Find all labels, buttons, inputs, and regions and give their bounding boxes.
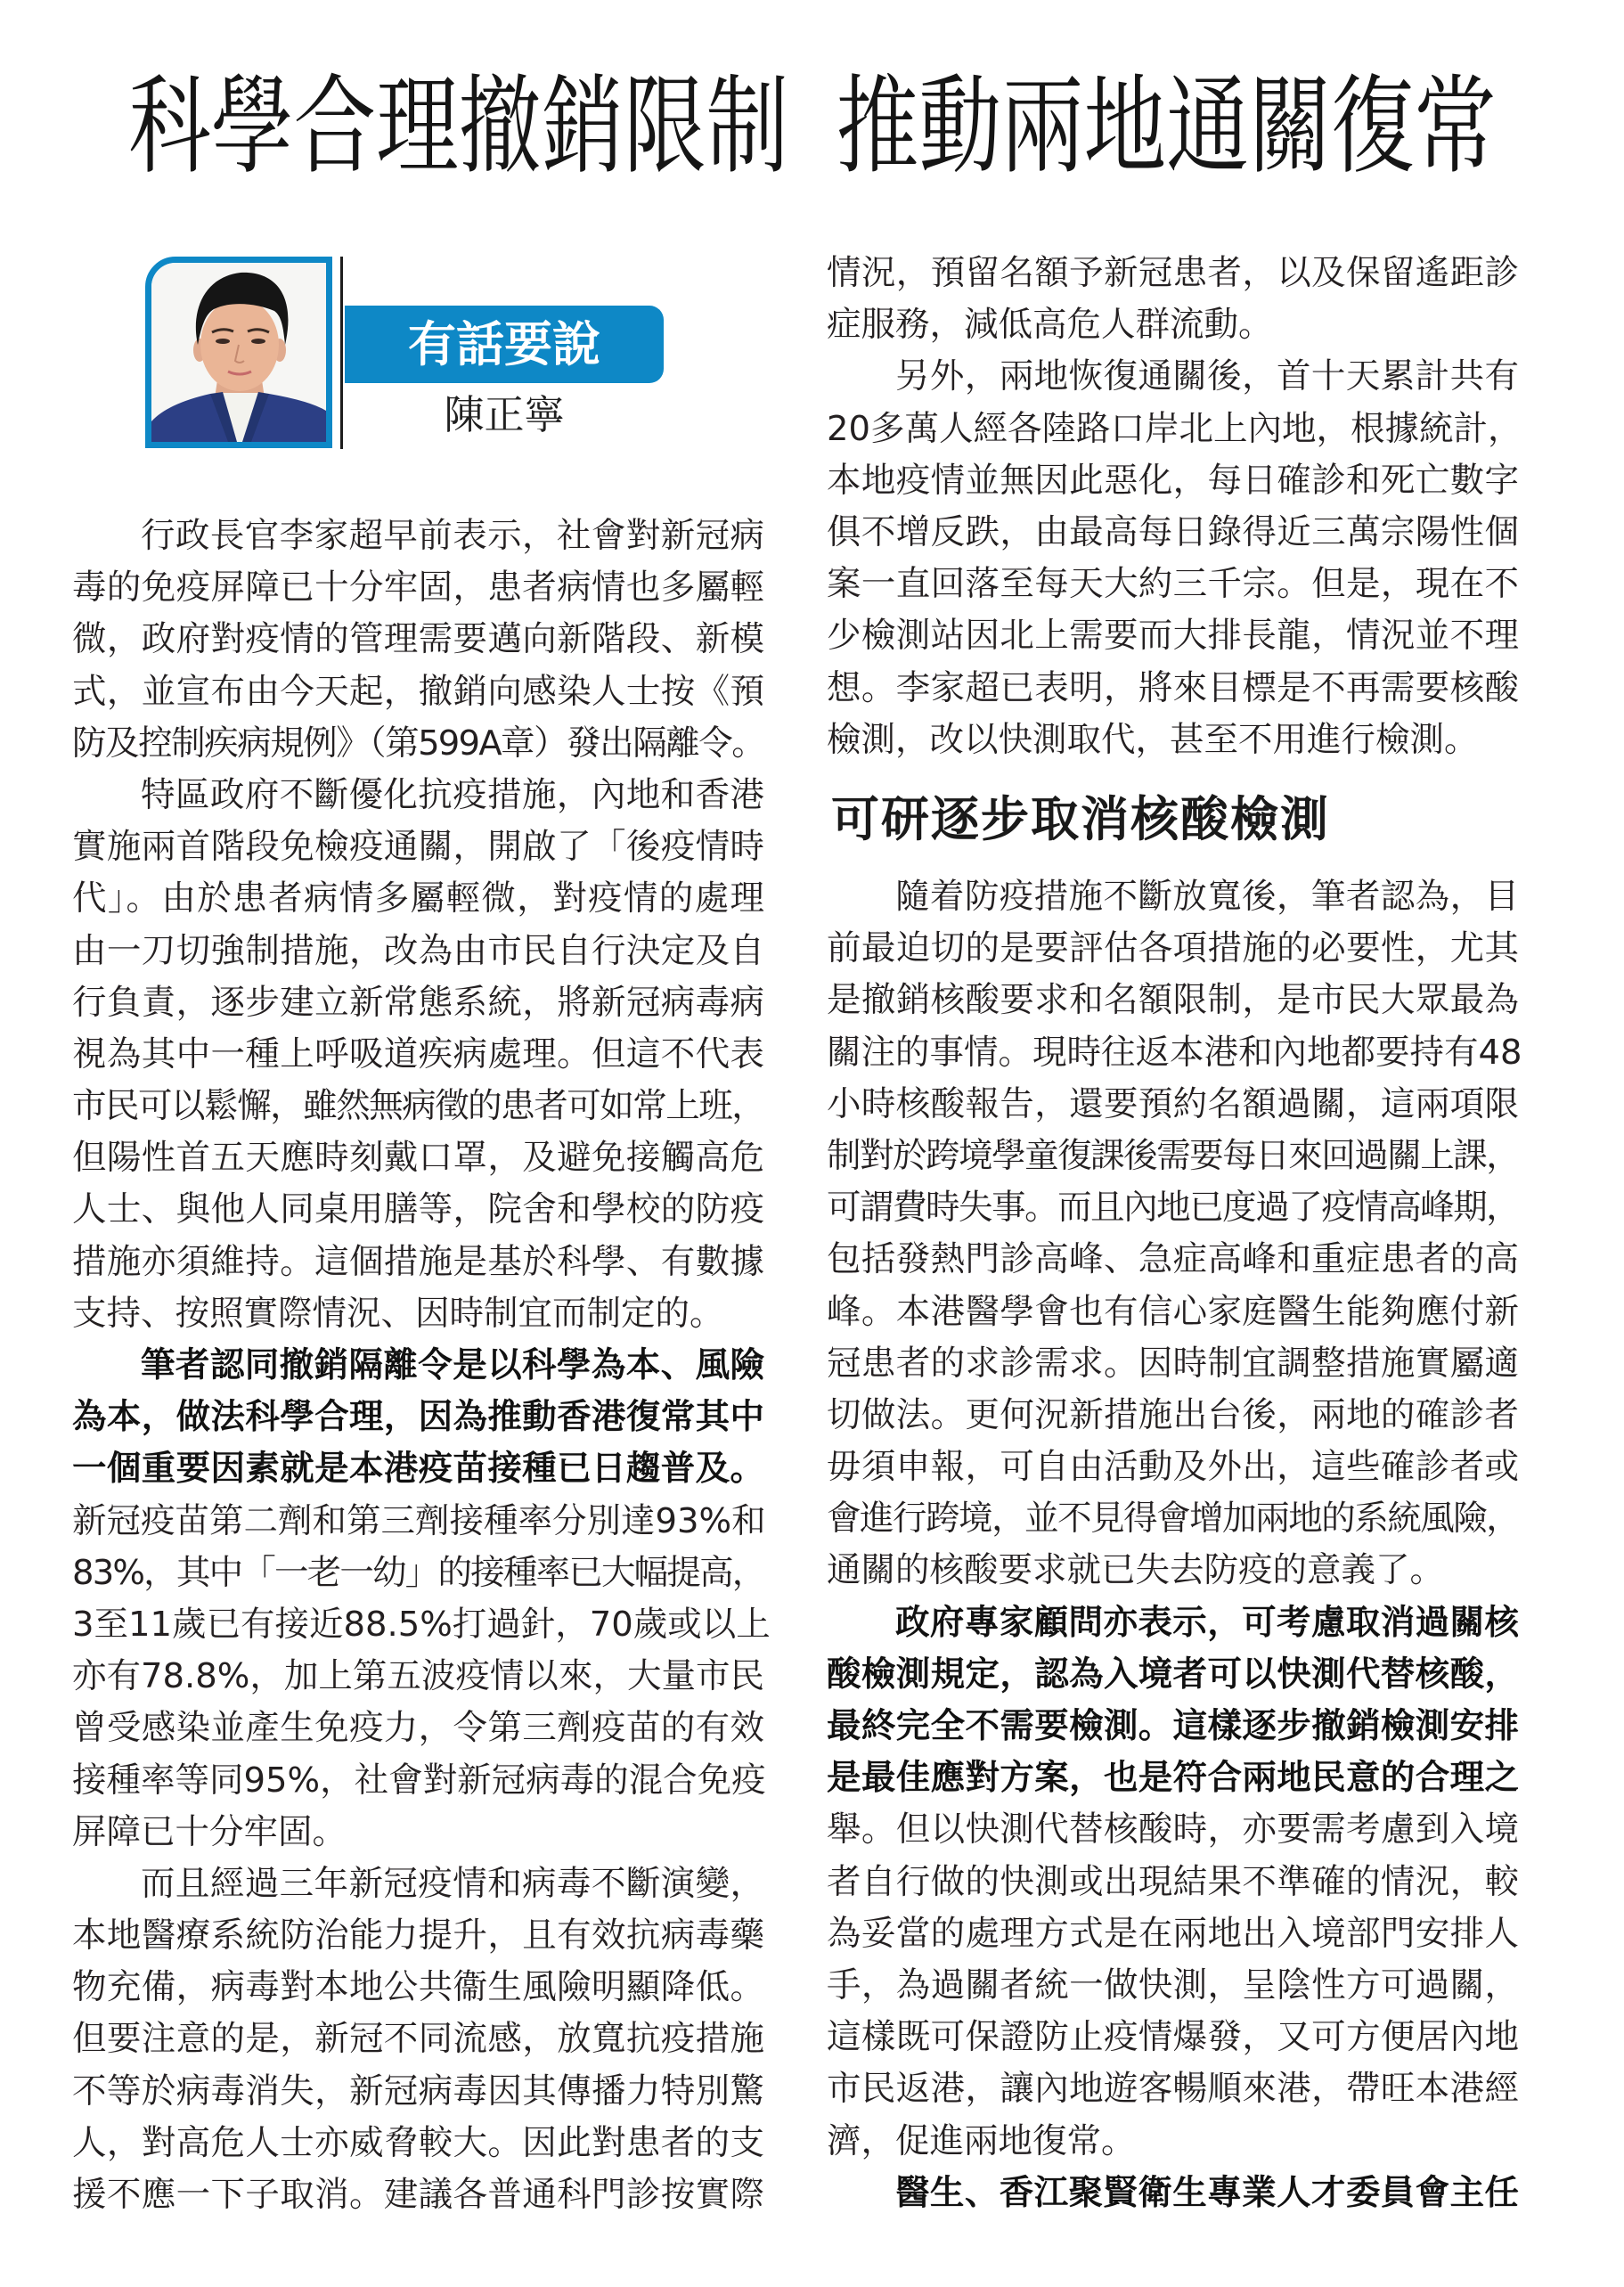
paragraph-start-line: 特區政府不斷優化抗疫措施，內地和香港 bbox=[141, 774, 764, 815]
article-line: 由一刀切強制措施，改為由市民自行決定及自 bbox=[72, 930, 764, 971]
article-line: 援不應一下子取消。建議各普通科門診按實際 bbox=[72, 2175, 764, 2215]
author-portrait-image bbox=[151, 263, 326, 442]
article-line: 可謂費時失事。而且內地已度過了疫情高峰期， bbox=[827, 1188, 1519, 1229]
article-line: 這樣既可保證防止疫情爆發，又可方便居內地 bbox=[827, 2017, 1519, 2058]
article-line: 式，並宣布由今天起，撤銷向感染人士按《預 bbox=[72, 671, 764, 712]
paragraph-start-line: 另外，兩地恢復通關後，首十天累計共有 bbox=[895, 356, 1519, 397]
article-line: 毒的免疫屏障已十分牢固，患者病情也多屬輕 bbox=[72, 568, 764, 609]
article-line: 83%，其中「一老一幼」的接種率已大幅提高， bbox=[72, 1552, 765, 1593]
article-line: 會進行跨境，並不見得會增加兩地的系統風險， bbox=[827, 1499, 1519, 1540]
paragraph-start-line: 隨着防疫措施不斷放寬後，筆者認為，目 bbox=[895, 877, 1519, 917]
article-line: 人，對高危人士亦威脅較大。因此對患者的支 bbox=[72, 2122, 764, 2163]
headline-part-1: 科學合理撤銷限制 bbox=[127, 65, 788, 189]
article-line: 切做法。更何況新措施出台後，兩地的確診者 bbox=[827, 1394, 1519, 1435]
paragraph-end-line: 濟，促進兩地復常。 bbox=[827, 2120, 1136, 2161]
column-badge: 有話要說 bbox=[345, 306, 664, 383]
article-line: 者自行做的快測或出現結果不準確的情況，較 bbox=[827, 1861, 1519, 1902]
emphasis-line: 一個重要因素就是本港疫苗接種已日趨普及。 bbox=[72, 1449, 764, 1490]
article-line: 曾受感染並產生免疫力，令第三劑疫苗的有效 bbox=[72, 1708, 764, 1749]
article-line: 冠患者的求診需求。因時制宜調整措施實屬適 bbox=[827, 1343, 1519, 1384]
article-line: 代」。由於患者病情多屬輕微，對疫情的處理 bbox=[72, 878, 764, 919]
article-line: 手，為過關者統一做快測，呈陰性方可過關， bbox=[827, 1964, 1519, 2005]
article-line: 關注的事情。現時往返本港和內地都要持有48 bbox=[827, 1032, 1522, 1073]
article-line: 實施兩首階段免檢疫通關，開啟了「後疫情時 bbox=[72, 827, 764, 868]
paragraph-end-line: 通關的核酸要求就已失去防疫的意義了。 bbox=[827, 1550, 1445, 1591]
article-line: 小時核酸報告，還要預約名額過關，這兩項限 bbox=[827, 1083, 1519, 1124]
article-line: 防及控制疾病規例》（第599A章）發出隔離令。 bbox=[72, 723, 764, 764]
emphasis-line: 最終完全不需要檢測。這樣逐步撤銷檢測安排 bbox=[827, 1706, 1519, 1746]
article-line: 新冠疫苗第二劑和第三劑接種率分別達93%和 bbox=[72, 1500, 766, 1541]
paragraph-end-line: 屏障已十分牢固。 bbox=[72, 1811, 347, 1852]
paragraph-end-line: 檢測，改以快測取代，甚至不用進行檢測。 bbox=[827, 719, 1479, 760]
headline-part-2: 推動兩地通關復常 bbox=[836, 65, 1497, 189]
article-line: 本地疫情並無因此惡化，每日確診和死亡數字 bbox=[827, 460, 1519, 501]
article-line: 微，政府對疫情的管理需要邁向新階段、新模 bbox=[72, 619, 764, 660]
paragraph-start-line: 行政長官李家超早前表示，社會對新冠病 bbox=[141, 516, 764, 556]
article-line: 本地醫療系統防治能力提升，且有效抗病毒藥 bbox=[72, 1915, 764, 1956]
article-line: 想。李家超已表明，將來目標是不再需要核酸 bbox=[827, 667, 1519, 708]
article-line: 但陽性首五天應時刻戴口罩，及避免接觸高危 bbox=[72, 1138, 764, 1179]
article-line: 行負責，逐步建立新常態系統，將新冠病毒病 bbox=[72, 982, 764, 1023]
article-line: 物充備，病毒對本地公共衞生風險明顯降低。 bbox=[72, 1967, 764, 2008]
article-line: 少檢測站因北上需要而大排長龍，情況並不理 bbox=[827, 616, 1519, 657]
right-column-bottom bbox=[827, 871, 1522, 2219]
article-line: 視為其中一種上呼吸道疾病處理。但這不代表 bbox=[72, 1033, 764, 1074]
article-line: 為妥當的處理方式是在兩地出入境部門安排人 bbox=[827, 1913, 1519, 1954]
right-column-top bbox=[827, 248, 1522, 766]
paragraph-start-line: 而且經過三年新冠疫情和病毒不斷演變， bbox=[141, 1863, 764, 1904]
article-line: 人士、與他人同桌用膳等，院舍和學校的防疫 bbox=[72, 1189, 764, 1230]
author-name: 陳正寧 bbox=[444, 391, 565, 438]
emphasis-line: 酸檢測規定，認為入境者可以快測代替核酸， bbox=[827, 1654, 1519, 1695]
left-column bbox=[72, 510, 771, 2221]
article-line: 但要注意的是，新冠不同流感，放寬抗疫措施 bbox=[72, 2019, 764, 2060]
article-line: 案一直回落至每天大約三千宗。但是，現在不 bbox=[827, 564, 1519, 605]
paragraph-end-line: 症服務，減低高危人群流動。 bbox=[827, 305, 1273, 346]
article-line: 前最迫切的是要評估各項措施的必要性，尤其 bbox=[827, 928, 1519, 969]
headline bbox=[125, 65, 1500, 189]
emphasis-line: 政府專家顧問亦表示，可考慮取消過關核 bbox=[895, 1602, 1519, 1643]
article-line: 3至11歲已有接近88.5%打過針，70歲或以上 bbox=[72, 1604, 771, 1645]
article-line: 峰。本港醫學會也有信心家庭醫生能夠應付新 bbox=[827, 1291, 1519, 1332]
article-line: 俱不增反跌，由最高每日錄得近三萬宗陽性個 bbox=[827, 511, 1519, 552]
author-credit-line: 醫生、香江聚賢衛生專業人才委員會主任 bbox=[895, 2172, 1519, 2213]
emphasis-line: 是最佳應對方案，也是符合兩地民意的合理之 bbox=[827, 1758, 1519, 1799]
article-line: 毋須申報，可自由活動及外出，這些確診者或 bbox=[827, 1447, 1519, 1488]
article-line: 包括發熱門診高峰、急症高峰和重症患者的高 bbox=[827, 1239, 1519, 1280]
divider-line bbox=[340, 257, 343, 449]
author-photo bbox=[145, 257, 332, 448]
article-line: 亦有78.8%，加上第五波疫情以來，大量市民 bbox=[72, 1656, 764, 1697]
article-line: 舉。但以快測代替核酸時，亦要需考慮到入境 bbox=[827, 1809, 1519, 1850]
article-line: 市民可以鬆懈，雖然無病徵的患者可如常上班， bbox=[72, 1086, 764, 1127]
article-line: 情況，預留名額予新冠患者，以及保留遙距診 bbox=[827, 253, 1519, 293]
article-line: 制對於跨境學童復課後需要每日來回過關上課， bbox=[827, 1135, 1519, 1176]
article-line: 市民返港，讓內地遊客暢順來港，帶旺本港經 bbox=[827, 2069, 1519, 2110]
emphasis-line: 筆者認同撤銷隔離令是以科學為本、風險 bbox=[141, 1345, 764, 1385]
article-line: 措施亦須維持。這個措施是基於科學、有數據 bbox=[72, 1241, 764, 1282]
article-line: 是撤銷核酸要求和名額限制，是市民大眾最為 bbox=[827, 980, 1519, 1021]
article-line: 接種率等同95%，社會對新冠病毒的混合免疫 bbox=[72, 1760, 766, 1801]
subheading: 可研逐步取消核酸檢測 bbox=[831, 790, 1330, 847]
article-line: 不等於病毒消失，新冠病毒因其傳播力特別驚 bbox=[72, 2071, 764, 2111]
emphasis-line: 為本，做法科學合理，因為推動香港復常其中 bbox=[72, 1397, 764, 1438]
paragraph-end-line: 支持、按照實際情況、因時制宜而制定的。 bbox=[72, 1293, 724, 1334]
article-line: 20多萬人經各陸路口岸北上內地，根據統計， bbox=[827, 408, 1522, 449]
